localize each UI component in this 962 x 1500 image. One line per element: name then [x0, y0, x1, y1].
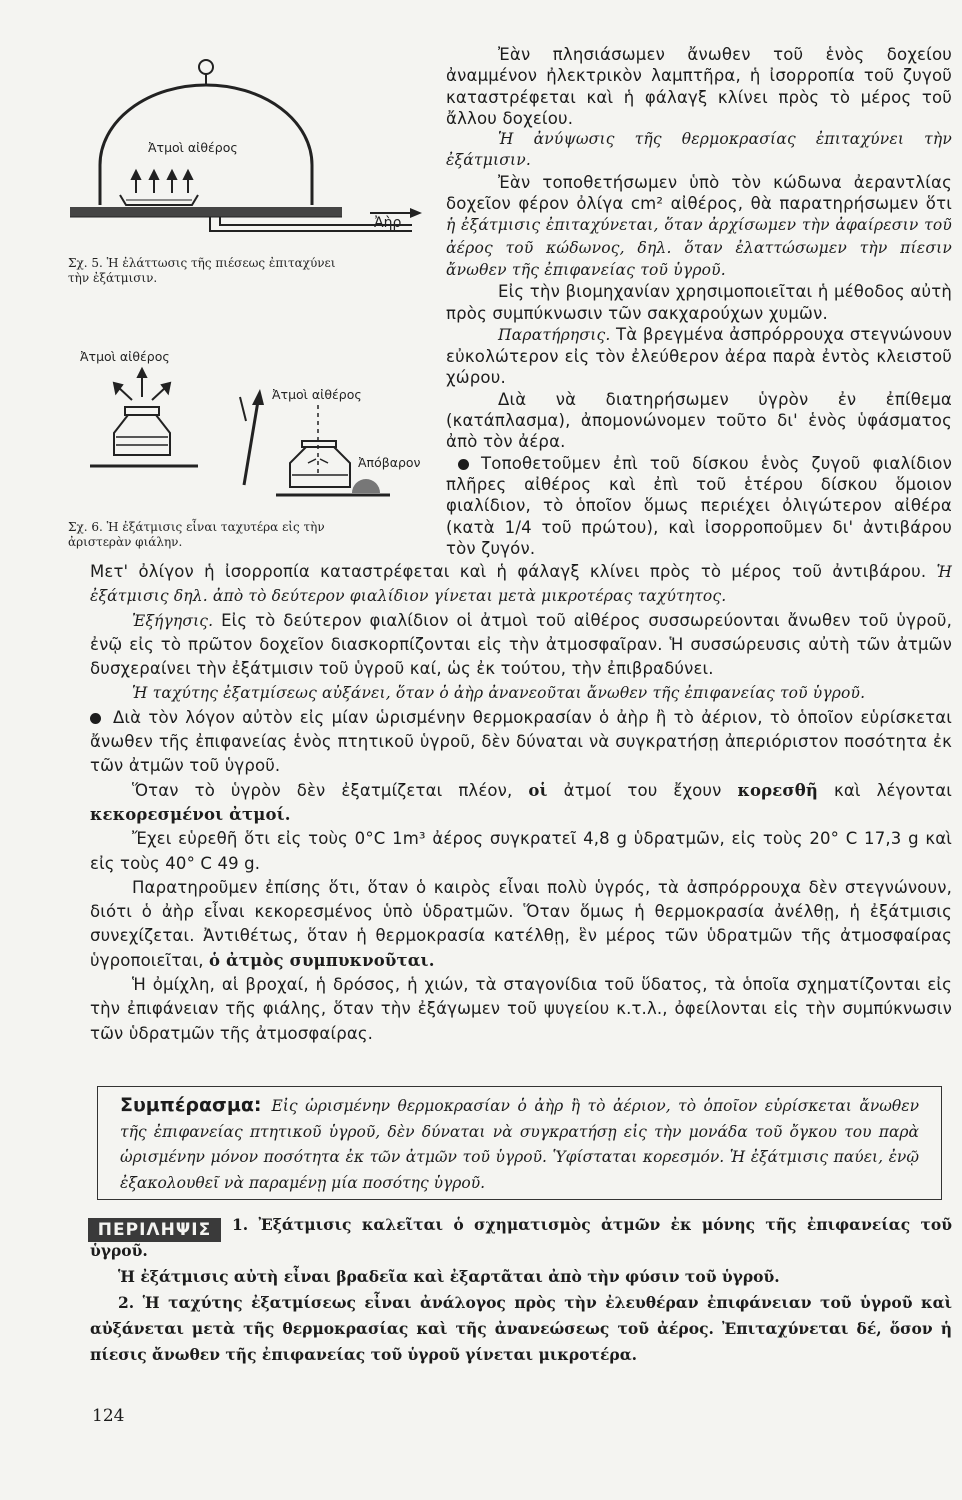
summary-item: 1. Ἐξάτμισις καλεῖται ὁ σχηματισμὸς ἀτμῶν ἐκ μόνης τῆς ἐπιφανείας τοῦ ὑγροῦ.	[90, 1215, 952, 1260]
summary-item: 2. Ἡ ταχύτης ἐξατμίσεως εἶναι ἀνάλογος πρὸς τὴν ἐλευθέραν ἐπιφάνειαν τοῦ ὑγροῦ καὶ αὐξάνεται μετὰ τῆς θερμοκρασίας καὶ τῆς ἀνανεώσεως τοῦ ἀέρος. Ἐπιταχύνεται δέ, ὅσον ἡ πίεσις ἄνωθεν τῆς ἐπιφανείας τοῦ ὑγροῦ γίνεται μικροτέρα.	[90, 1293, 952, 1364]
paragraph	[90, 779, 952, 828]
bold-text: ὁ ἀτμὸς συμπυκνοῦται.	[209, 950, 435, 970]
figure-6-caption	[68, 520, 428, 550]
bold-text: κεκορεσμένοι ἀτμοί.	[90, 804, 291, 824]
figure-5-label-vapors: Ἀτμοὶ αἰθέρος	[148, 140, 238, 155]
conclusion-text: Εἰς ὡρισμένην θερμοκρασίαν ὁ ἀὴρ ἢ τὸ ἀέριον, τὸ ὁποῖον εὑρίσκεται ἄνωθεν τῆς ἐπιφανείας πτητικοῦ ὑγροῦ, δὲν δύναται νὰ συγκρατήσῃ εἰς τὴν μονάδα τοῦ ὄγκου του παρὰ ὡρισμένην μόνον ποσότητα ἐκ τῶν ἀτμῶν τοῦ ὑγροῦ. Ὑφίσταται κορεσμόν. Ἡ ἐξάτμισις παύει, ἐνῷ ἐξακολουθεῖ νὰ παραμένῃ μία ποσότης ὑγροῦ.	[120, 1097, 919, 1192]
figure-5-caption-line: Σχ. 5. Ἡ ἐλάττωσις τῆς πιέσεως ἐπιταχύνει	[68, 256, 336, 270]
text: Τοποθετοῦμεν ἐπὶ τοῦ δίσκου ἑνὸς ζυγοῦ φιαλίδιον πλῆρες αἰθέρος καὶ ἐπὶ τοῦ ἑτέρου δίσκου ὅμοιον φιαλίδιον, τὸ ὁποῖον ὅμως περιέχει ὀλιγώτερον αἰθέρα (κατὰ 1/4 τοῦ πρώτου), καὶ ἰσορροποῦμεν δι' ἀντιβάρου τὸν ζυγόν.	[446, 453, 952, 558]
balance-diagram	[80, 345, 440, 510]
paragraph	[90, 876, 952, 973]
figure-6-caption-line: Σχ. 6. Ἡ ἐξάτμισις εἶναι ταχυτέρα εἰς τὴν	[68, 520, 325, 534]
text: Παρατηροῦμεν ἐπίσης ὅτι, ὅταν ὁ καιρὸς εἶναι πολὺ ὑγρός, τὰ ἀσπρόρρουχα δὲν στεγνώνουν, διότι ὁ ἀὴρ εἶναι κεκορεσμένος ὑπὸ ὑδρατμῶν. Ὅταν ὅμως ἡ θερμοκρασία ἀνέλθῃ, ἡ ἐξάτμισις συνεχίζεται. Ἀντιθέτως, ὅταν ἡ θερμοκρασία κατέλθῃ, ἓν μέρος τῶν ὑδρατμῶν τῆς ἀτμοσφαίρας ὑγροποιεῖται,	[90, 877, 952, 970]
text: Ὅταν τὸ ὑγρὸν δὲν ἐξατμίζεται πλέον,	[132, 780, 513, 800]
figure-6-label-counterweight: Ἀπόβαρον	[358, 455, 421, 470]
figure-6-label-vapors-right: Ἀτμοὶ αἰθέρος	[272, 387, 362, 402]
bold-text: κορεσθῆ	[737, 780, 819, 800]
summary-item: Ἡ ἐξάτμισις αὐτὴ εἶναι βραδεῖα καὶ ἐξαρτᾶται ἀπὸ τὴν φύσιν τοῦ ὑγροῦ.	[118, 1267, 780, 1286]
paragraph: Ἡ ὀμίχλη, αἱ βροχαί, ἡ δρόσος, ἡ χιών, τὰ σταγονίδια τοῦ ὕδατος, τὰ ὁποῖα σχηματίζονται εἰς τὴν ἐπιφάνειαν τῆς φιάλης, ὅταν τὴν ἐξάγωμεν τοῦ ψυγείου κ.τ.λ., ὀφείλονται εἰς τὴν συμπύκνωσιν τῶν ὑδρατμῶν τῆς ἀτμοσφαίρας.	[90, 975, 952, 1043]
paragraph	[446, 324, 952, 389]
paragraph	[90, 560, 952, 609]
body-text	[90, 560, 952, 1046]
figure-5-caption	[68, 256, 428, 286]
right-column	[446, 44, 952, 559]
figure-5-label-air: Ἀὴρ	[374, 215, 402, 231]
text: καὶ λέγονται	[834, 780, 952, 800]
summary-label: ΠΕΡΙΛΗΨΙΣ	[88, 1218, 221, 1242]
paragraph: Εἰς τὴν βιομηχανίαν χρησιμοποιεῖται ἡ μέθοδος αὐτὴ πρὸς συμπύκνωσιν τῶν σακχαρούχων χυμῶν.	[446, 282, 952, 323]
figure-5	[70, 55, 430, 255]
text: Τὰ βρεγμένα ἀσπρόρρουχα στεγνώνουν εὐκολώτερον εἰς τὸν ἐλεύθερον ἀέρα παρὰ ἐντὸς κλειστοῦ χώρου.	[446, 324, 952, 388]
text: Εἰς τὸ δεύτερον φιαλίδιον οἱ ἀτμοὶ τοῦ αἰθέρος συσσωρεύονται ἄνωθεν τοῦ ὑγροῦ, ἐνῷ εἰς τὸ πρῶτον δοχεῖον διασκορπίζονται εἰς τὴν ἀτμοσφαῖραν. Ἡ συσσώρευσις αὐτὴ τῶν ἀτμῶν δυσχεραίνει τὴν ἐξάτμισιν τοῦ ὑγροῦ καί, ὡς ἐκ τούτου, τὴν ἐπιβραδύνει.	[90, 610, 952, 679]
conclusion-box	[97, 1086, 942, 1200]
paragraph	[446, 172, 952, 281]
conclusion-heading: Συμπέρασμα:	[120, 1094, 262, 1116]
figure-6-label-vapors-left: Ἀτμοὶ αἰθέρος	[80, 349, 170, 364]
page-number: 124	[92, 1406, 125, 1426]
paragraph-italic: Ἡ ἀνύψωσις τῆς θερμοκρασίας ἐπιταχύνει τὴν ἐξάτμισιν.	[446, 130, 952, 170]
paragraph	[90, 706, 952, 779]
paragraph: Ἔχει εὑρεθῆ ὅτι εἰς τοὺς 0°C 1m³ ἀέρος συγκρατεῖ 4,8 g ὑδρατμῶν, εἰς τοὺς 20° C 17,3 g καὶ εἰς τοὺς 40° C 49 g.	[90, 829, 952, 873]
text: Διὰ τὸν λόγον αὐτὸν εἰς μίαν ὡρισμένην θερμοκρασίαν ὁ ἀὴρ ἢ τὸ ἀέριον, τὸ ὁποῖον εὑρίσκεται ἄνωθεν τῆς ἐπιφανείας ἑνὸς πτητικοῦ ὑγροῦ, δὲν δύναται νὰ συγκρατήσῃ ἀπεριόριστον ποσότητα ἐκ τῶν ἀτμῶν τοῦ ὑγροῦ.	[90, 707, 952, 776]
summary	[90, 1212, 952, 1368]
text: ἀτμοί του ἔχουν	[563, 780, 722, 800]
italic-text: ἡ ἐξάτμισις ἐπιταχύνεται, ὅταν ἀρχίσωμεν τὴν ἀφαίρεσιν τοῦ ἀέρος τοῦ κώδωνος, δηλ. ὅταν ἐλαττώσωμεν τὴν πίεσιν ἄνωθεν τῆς ἐπιφανείας τοῦ ὑγροῦ.	[446, 216, 952, 279]
figure-5-caption-line: τὴν ἐξάτμισιν.	[68, 271, 158, 285]
figure-6-caption-line: ἀριστερὰν φιάλην.	[68, 535, 183, 549]
paragraph	[446, 453, 952, 559]
bullet-icon	[458, 459, 469, 470]
italic-lead: Ἐξήγησις.	[132, 611, 214, 630]
text: Μετ' ὀλίγον ἡ ἰσορροπία καταστρέφεται καὶ ἡ φάλαγξ κλίνει πρὸς τὸ μέρος τοῦ ἀντιβάρου.	[90, 562, 927, 581]
paragraph-italic: Ἡ ταχύτης ἐξατμίσεως αὐξάνει, ὅταν ὁ ἀὴρ ἀνανεοῦται ἄνωθεν τῆς ἐπιφανείας τοῦ ὑγροῦ.	[132, 684, 866, 703]
bullet-icon	[90, 713, 101, 724]
italic-lead: Παρατήρησις.	[498, 325, 611, 344]
paragraph: Ἐὰν πλησιάσωμεν ἄνωθεν τοῦ ἑνὸς δοχείου ἀναμμένον ἠλεκτρικὸν λαμπτῆρα, ἡ ἰσορροπία τοῦ ζυγοῦ καταστρέφεται καὶ ἡ φάλαγξ κλίνει πρὸς τὸ μέρος τοῦ ἄλλου δοχείου.	[446, 45, 952, 128]
paragraph	[90, 609, 952, 682]
text: Ἐὰν τοποθετήσωμεν ὑπὸ τὸν κώδωνα ἀεραντλίας δοχεῖον φέρον ὀλίγα cm² αἰθέρος, θὰ παρατηρήσωμεν ὅτι	[446, 172, 952, 214]
paragraph: Διὰ νὰ διατηρήσωμεν ὑγρὸν ἐν ἐπίθεμα (κατάπλασμα), ἀπομονώνομεν τοῦτο δι' ἑνὸς ὑφάσματος ἀπὸ τὸν ἀέρα.	[446, 389, 952, 452]
figure-6	[80, 345, 440, 510]
italic-text: Ἡ ἐξάτμισις δηλ. ἀπὸ τὸ δεύτερον φιαλίδιον γίνεται μετὰ μικροτέρας ταχύτητος.	[90, 563, 952, 606]
bold-text: οἱ	[528, 780, 548, 800]
